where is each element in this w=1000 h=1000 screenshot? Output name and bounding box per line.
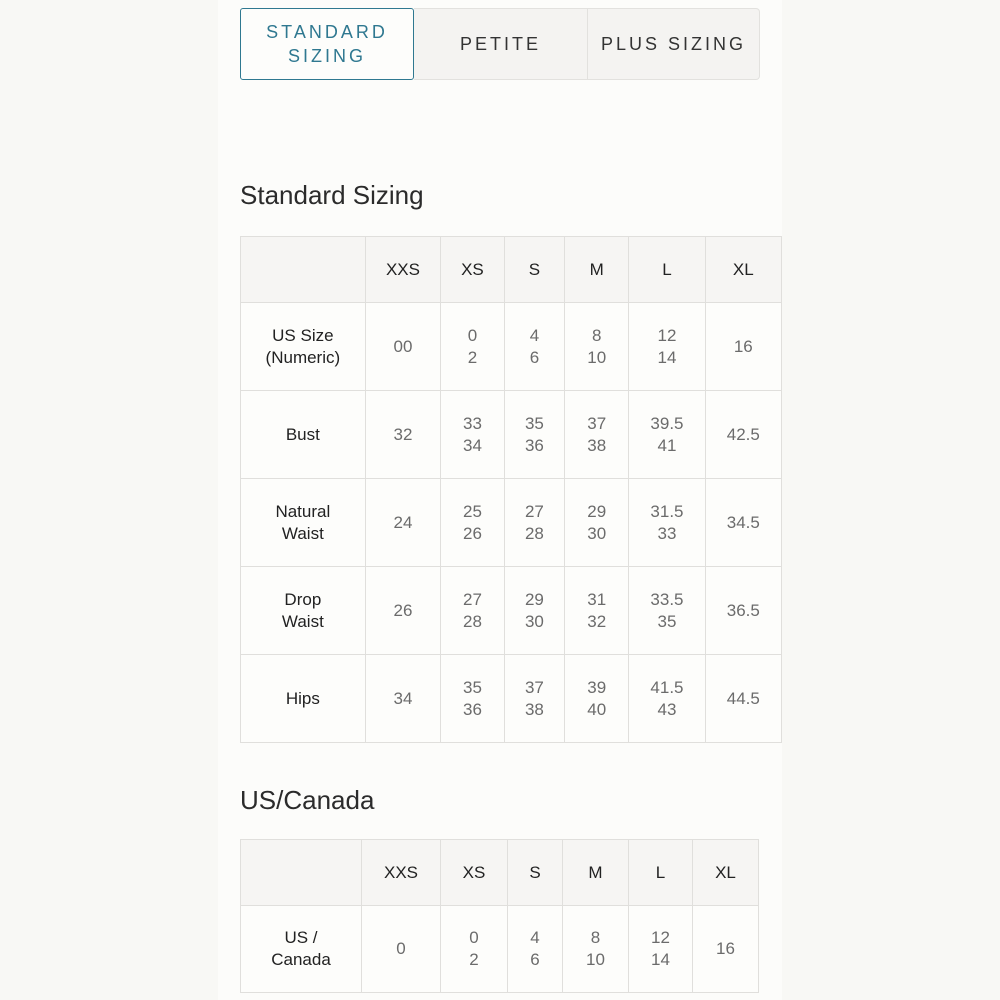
table-cell	[365, 303, 440, 391]
cell-value: 38	[587, 435, 607, 455]
cell-value: 32	[587, 611, 607, 631]
us-canada-size-table	[240, 839, 759, 993]
cell-value: 33	[462, 413, 482, 433]
table-row	[241, 906, 759, 993]
cell-value: 00	[393, 336, 413, 356]
tab-label: PETITE	[459, 34, 541, 54]
cell-value: 27	[524, 501, 544, 521]
table-cell	[365, 567, 440, 655]
table-corner-cell	[241, 840, 362, 906]
table-cell	[504, 567, 564, 655]
cell-value: 38	[524, 699, 544, 719]
table-cell	[441, 655, 505, 743]
cell-value: 10	[587, 347, 607, 367]
column-header: M	[565, 237, 629, 303]
table-cell	[441, 391, 505, 479]
cell-value: 27	[462, 589, 482, 609]
row-label-line: Natural	[275, 501, 331, 521]
left-margin	[0, 0, 218, 1000]
table-cell	[504, 303, 564, 391]
column-header: M	[563, 840, 629, 906]
cell-value: 35	[657, 611, 677, 631]
cell-value: 31.5	[650, 501, 684, 521]
tab-standard-sizing[interactable]	[240, 8, 414, 80]
table-cell	[693, 906, 759, 993]
table-cell	[508, 906, 563, 993]
table-cell	[629, 567, 705, 655]
right-margin	[782, 0, 1000, 1000]
sizing-tabs	[240, 8, 760, 80]
table-cell	[565, 567, 629, 655]
table-cell	[441, 906, 508, 993]
cell-value: 35	[524, 413, 544, 433]
cell-value: 33.5	[650, 589, 684, 609]
table-cell	[705, 655, 781, 743]
column-header: XL	[693, 840, 759, 906]
cell-value: 37	[587, 413, 607, 433]
cell-value: 24	[393, 512, 413, 532]
row-label-line: Waist	[281, 611, 324, 631]
table-cell	[565, 303, 629, 391]
table-cell	[365, 479, 440, 567]
cell-value: 6	[530, 950, 540, 969]
cell-value: 29	[524, 589, 544, 609]
table-cell	[565, 391, 629, 479]
cell-value: 44.5	[726, 688, 760, 708]
table-cell	[504, 479, 564, 567]
table-cell	[629, 906, 693, 993]
row-label-line: US Size	[272, 325, 334, 345]
cell-value: 8	[592, 325, 602, 345]
column-header: L	[629, 237, 705, 303]
row-label	[241, 391, 366, 479]
standard-table-body	[241, 303, 782, 743]
cell-value: 40	[587, 699, 607, 719]
table-row	[241, 567, 782, 655]
cell-value: 16	[716, 939, 735, 958]
cell-value: 28	[462, 611, 482, 631]
column-header: S	[508, 840, 563, 906]
cell-value: 16	[733, 336, 753, 356]
cell-value: 36	[462, 699, 482, 719]
cell-value: 31	[587, 589, 607, 609]
table-cell	[705, 567, 781, 655]
table-row	[241, 655, 782, 743]
row-label	[241, 655, 366, 743]
row-label-line: Hips	[285, 688, 320, 708]
cell-value: 28	[524, 523, 544, 543]
cell-value: 0	[396, 939, 406, 958]
row-label	[241, 479, 366, 567]
row-label-line: Drop	[284, 589, 322, 609]
cell-value: 0	[469, 928, 479, 947]
tab-plus-sizing[interactable]	[588, 8, 760, 80]
cell-value: 30	[524, 611, 544, 631]
cell-value: 41	[657, 435, 677, 455]
cell-value: 12	[657, 325, 677, 345]
cell-value: 43	[657, 699, 677, 719]
cell-value: 26	[393, 600, 413, 620]
table-cell	[365, 655, 440, 743]
table-cell	[629, 303, 705, 391]
us-canada-table-body	[241, 906, 759, 993]
cell-value: 37	[524, 677, 544, 697]
tab-label-line-1: STANDARD	[266, 22, 388, 42]
size-chart-panel	[218, 0, 782, 1000]
table-cell	[504, 391, 564, 479]
table-cell	[705, 391, 781, 479]
tab-label-line-2: SIZING	[287, 46, 366, 66]
cell-value: 35	[462, 677, 482, 697]
column-header: XXS	[362, 840, 441, 906]
cell-value: 30	[587, 523, 607, 543]
cell-value: 34	[462, 435, 482, 455]
cell-value: 6	[529, 347, 540, 367]
row-label-line: Bust	[285, 424, 320, 444]
table-row	[241, 303, 782, 391]
cell-value: 2	[467, 347, 478, 367]
column-header: XS	[441, 840, 508, 906]
standard-size-table	[240, 236, 782, 743]
table-cell	[629, 655, 705, 743]
cell-value: 34.5	[726, 512, 760, 532]
table-cell	[441, 567, 505, 655]
row-label-line: US /	[284, 928, 318, 947]
table-cell	[705, 303, 781, 391]
row-label-line: (Numeric)	[265, 347, 341, 367]
table-row	[241, 479, 782, 567]
tab-label: PLUS SIZING	[600, 34, 747, 54]
cell-value: 33	[657, 523, 677, 543]
table-cell	[441, 303, 505, 391]
column-header: XL	[705, 237, 781, 303]
table-cell	[629, 479, 705, 567]
table-header-row	[241, 840, 759, 906]
table-cell	[362, 906, 441, 993]
table-header-row	[241, 237, 782, 303]
cell-value: 36.5	[726, 600, 760, 620]
column-header: S	[504, 237, 564, 303]
cell-value: 36	[524, 435, 544, 455]
row-label	[241, 567, 366, 655]
cell-value: 41.5	[650, 677, 684, 697]
cell-value: 32	[393, 424, 413, 444]
cell-value: 39.5	[650, 413, 684, 433]
table-cell	[629, 391, 705, 479]
cell-value: 42.5	[726, 424, 760, 444]
cell-value: 2	[469, 950, 479, 969]
row-label	[241, 906, 362, 993]
section-title-us-canada: US/Canada	[240, 785, 375, 815]
cell-value: 8	[590, 928, 601, 947]
table-cell	[504, 655, 564, 743]
cell-value: 4	[530, 928, 540, 947]
row-label-line: Waist	[281, 523, 324, 543]
column-header: XXS	[365, 237, 440, 303]
table-row	[241, 391, 782, 479]
table-cell	[565, 479, 629, 567]
table-cell	[441, 479, 505, 567]
cell-value: 25	[462, 501, 482, 521]
cell-value: 29	[587, 501, 607, 521]
tab-petite[interactable]	[414, 8, 588, 80]
cell-value: 0	[467, 325, 478, 345]
cell-value: 34	[393, 688, 413, 708]
row-label	[241, 303, 366, 391]
cell-value: 26	[462, 523, 482, 543]
cell-value: 14	[657, 347, 677, 367]
table-cell	[365, 391, 440, 479]
section-title-standard: Standard Sizing	[240, 180, 424, 210]
column-header: XS	[441, 237, 505, 303]
table-cell	[565, 655, 629, 743]
table-corner-cell	[241, 237, 366, 303]
table-cell	[563, 906, 629, 993]
row-label-line: Canada	[271, 950, 331, 969]
cell-value: 4	[529, 325, 540, 345]
cell-value: 39	[587, 677, 607, 697]
cell-value: 12	[651, 928, 670, 947]
column-header: L	[629, 840, 693, 906]
cell-value: 10	[586, 950, 605, 969]
cell-value: 14	[651, 950, 670, 969]
table-cell	[705, 479, 781, 567]
